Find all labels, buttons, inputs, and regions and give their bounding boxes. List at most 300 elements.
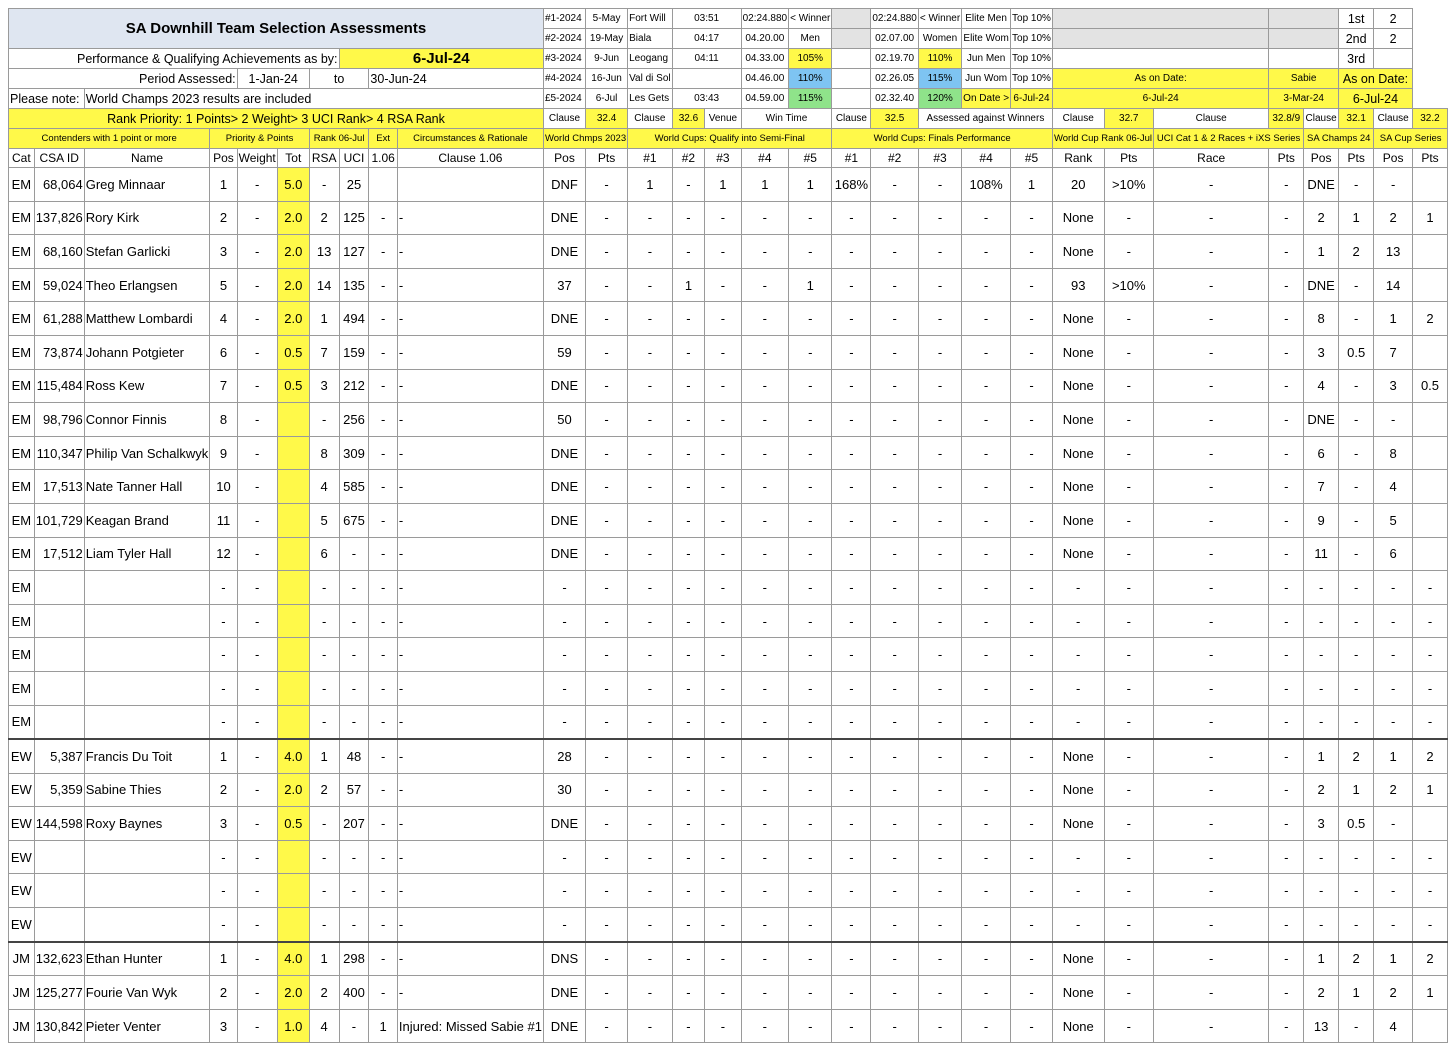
table-cell[interactable]: None bbox=[1052, 773, 1104, 807]
table-cell[interactable]: - bbox=[1339, 168, 1374, 202]
table-cell[interactable]: 1 bbox=[1374, 942, 1413, 976]
table-cell[interactable]: - bbox=[397, 537, 543, 571]
table-cell[interactable]: - bbox=[1154, 470, 1269, 504]
table-cell[interactable]: - bbox=[672, 638, 705, 672]
table-cell[interactable]: - bbox=[543, 874, 585, 908]
table-cell[interactable]: EM bbox=[9, 235, 35, 269]
table-cell[interactable]: - bbox=[339, 908, 369, 942]
table-cell[interactable]: - bbox=[1011, 369, 1053, 403]
table-cell[interactable]: 6 bbox=[1374, 537, 1413, 571]
table-cell[interactable]: - bbox=[369, 604, 397, 638]
table-cell[interactable]: Keagan Brand bbox=[84, 503, 210, 537]
table-row[interactable] bbox=[9, 807, 1448, 841]
table-cell[interactable]: - bbox=[210, 705, 237, 739]
table-cell[interactable]: - bbox=[1304, 571, 1339, 605]
table-cell[interactable]: - bbox=[832, 840, 871, 874]
table-cell[interactable]: - bbox=[1104, 638, 1154, 672]
table-cell[interactable]: - bbox=[918, 403, 961, 437]
table-cell[interactable]: - bbox=[789, 235, 832, 269]
table-cell[interactable]: - bbox=[918, 773, 961, 807]
table-row[interactable] bbox=[9, 335, 1448, 369]
table-cell[interactable]: - bbox=[1104, 470, 1154, 504]
table-cell[interactable]: - bbox=[832, 201, 871, 235]
table-cell[interactable]: 8 bbox=[1304, 302, 1339, 336]
column-header[interactable]: UCI bbox=[339, 149, 369, 168]
table-cell[interactable] bbox=[84, 874, 210, 908]
table-cell[interactable]: - bbox=[789, 874, 832, 908]
table-cell[interactable]: - bbox=[871, 739, 919, 773]
table-cell[interactable]: - bbox=[1104, 335, 1154, 369]
table-row[interactable] bbox=[9, 638, 1448, 672]
table-cell[interactable]: Sabine Thies bbox=[84, 773, 210, 807]
table-cell[interactable]: - bbox=[832, 571, 871, 605]
table-cell[interactable]: - bbox=[1412, 671, 1447, 705]
table-cell[interactable]: Stefan Garlicki bbox=[84, 235, 210, 269]
table-cell[interactable]: - bbox=[672, 874, 705, 908]
table-cell[interactable]: 2.0 bbox=[277, 235, 309, 269]
table-cell[interactable]: - bbox=[237, 874, 277, 908]
column-header[interactable]: Tot bbox=[277, 149, 309, 168]
table-cell[interactable]: 11 bbox=[210, 503, 237, 537]
table-cell[interactable]: 93 bbox=[1052, 268, 1104, 302]
table-cell[interactable]: - bbox=[705, 201, 741, 235]
table-cell[interactable]: - bbox=[369, 403, 397, 437]
table-cell[interactable]: - bbox=[397, 874, 543, 908]
table-cell[interactable]: - bbox=[789, 705, 832, 739]
table-cell[interactable]: 13 bbox=[1304, 1009, 1339, 1043]
table-cell[interactable]: - bbox=[672, 302, 705, 336]
table-cell[interactable]: - bbox=[672, 705, 705, 739]
table-cell[interactable]: - bbox=[1269, 335, 1304, 369]
column-header[interactable]: Pos bbox=[1304, 149, 1339, 168]
table-cell[interactable]: - bbox=[741, 976, 789, 1010]
table-cell[interactable]: 2.0 bbox=[277, 201, 309, 235]
table-cell[interactable]: - bbox=[962, 537, 1011, 571]
table-cell[interactable]: - bbox=[1339, 604, 1374, 638]
table-cell[interactable]: 10 bbox=[210, 470, 237, 504]
table-cell[interactable]: - bbox=[397, 976, 543, 1010]
table-cell[interactable]: - bbox=[1154, 436, 1269, 470]
table-cell[interactable]: - bbox=[918, 739, 961, 773]
table-cell[interactable]: - bbox=[397, 705, 543, 739]
table-cell[interactable]: - bbox=[1104, 235, 1154, 269]
table-row[interactable] bbox=[9, 840, 1448, 874]
column-header[interactable]: #2 bbox=[871, 149, 919, 168]
table-cell[interactable]: - bbox=[309, 874, 339, 908]
table-cell[interactable]: - bbox=[1104, 739, 1154, 773]
table-cell[interactable]: 1 bbox=[672, 268, 705, 302]
table-cell[interactable]: - bbox=[1154, 807, 1269, 841]
table-cell[interactable]: - bbox=[871, 908, 919, 942]
table-cell[interactable]: Francis Du Toit bbox=[84, 739, 210, 773]
table-cell[interactable]: 1 bbox=[309, 942, 339, 976]
table-row[interactable] bbox=[9, 908, 1448, 942]
table-cell[interactable]: 3 bbox=[1374, 369, 1413, 403]
table-cell[interactable]: - bbox=[1374, 671, 1413, 705]
table-cell[interactable]: - bbox=[705, 268, 741, 302]
table-cell[interactable]: - bbox=[1154, 908, 1269, 942]
table-cell[interactable]: - bbox=[628, 671, 673, 705]
table-cell[interactable]: - bbox=[1011, 503, 1053, 537]
table-row[interactable] bbox=[9, 571, 1448, 605]
table-cell[interactable]: 2 bbox=[309, 773, 339, 807]
table-cell[interactable]: 0.5 bbox=[1339, 807, 1374, 841]
table-cell[interactable]: - bbox=[1269, 638, 1304, 672]
table-cell[interactable]: - bbox=[628, 235, 673, 269]
table-cell[interactable]: - bbox=[237, 168, 277, 202]
table-cell[interactable]: 9 bbox=[210, 436, 237, 470]
table-cell[interactable]: - bbox=[741, 942, 789, 976]
table-cell[interactable]: 7 bbox=[210, 369, 237, 403]
table-cell[interactable]: 37 bbox=[543, 268, 585, 302]
table-cell[interactable]: EM bbox=[9, 537, 35, 571]
column-header[interactable]: Clause 1.06 bbox=[397, 149, 543, 168]
table-cell[interactable]: - bbox=[1269, 773, 1304, 807]
table-cell[interactable]: - bbox=[237, 840, 277, 874]
table-cell[interactable]: 2 bbox=[210, 976, 237, 1010]
table-cell[interactable]: - bbox=[1339, 671, 1374, 705]
table-cell[interactable]: - bbox=[1269, 874, 1304, 908]
table-cell[interactable]: 2 bbox=[1339, 235, 1374, 269]
table-cell[interactable]: - bbox=[369, 335, 397, 369]
table-cell[interactable]: - bbox=[672, 908, 705, 942]
table-cell[interactable]: 1 bbox=[210, 942, 237, 976]
table-cell[interactable]: - bbox=[309, 705, 339, 739]
table-cell[interactable]: - bbox=[586, 571, 628, 605]
table-cell[interactable]: - bbox=[237, 671, 277, 705]
table-cell[interactable]: - bbox=[237, 470, 277, 504]
table-cell[interactable]: - bbox=[1412, 874, 1447, 908]
table-cell[interactable]: 135 bbox=[339, 268, 369, 302]
table-cell[interactable]: - bbox=[741, 671, 789, 705]
table-cell[interactable]: - bbox=[871, 671, 919, 705]
table-cell[interactable]: - bbox=[1011, 268, 1053, 302]
table-cell[interactable]: None bbox=[1052, 369, 1104, 403]
table-cell[interactable]: - bbox=[1269, 571, 1304, 605]
table-cell[interactable]: - bbox=[628, 604, 673, 638]
table-cell[interactable]: 6 bbox=[210, 335, 237, 369]
table-cell[interactable]: - bbox=[397, 201, 543, 235]
table-cell[interactable]: - bbox=[1154, 1009, 1269, 1043]
table-cell[interactable]: - bbox=[741, 773, 789, 807]
table-cell[interactable]: - bbox=[672, 235, 705, 269]
table-cell[interactable]: 2 bbox=[1339, 739, 1374, 773]
table-cell[interactable]: >10% bbox=[1104, 168, 1154, 202]
table-cell[interactable]: - bbox=[962, 335, 1011, 369]
table-cell[interactable]: Greg Minnaar bbox=[84, 168, 210, 202]
table-cell[interactable]: - bbox=[1104, 942, 1154, 976]
table-cell[interactable]: Connor Finnis bbox=[84, 403, 210, 437]
column-header[interactable]: Rank bbox=[1052, 149, 1104, 168]
table-cell[interactable]: - bbox=[1374, 638, 1413, 672]
table-cell[interactable]: - bbox=[628, 773, 673, 807]
table-cell[interactable]: - bbox=[672, 571, 705, 605]
table-cell[interactable]: 2 bbox=[1339, 942, 1374, 976]
table-cell[interactable]: - bbox=[1374, 874, 1413, 908]
table-cell[interactable]: - bbox=[397, 773, 543, 807]
table-cell[interactable] bbox=[84, 671, 210, 705]
table-cell[interactable] bbox=[1412, 168, 1447, 202]
table-cell[interactable]: - bbox=[237, 571, 277, 605]
table-cell[interactable]: DNE bbox=[543, 537, 585, 571]
table-cell[interactable]: - bbox=[237, 369, 277, 403]
table-cell[interactable]: - bbox=[1052, 908, 1104, 942]
table-cell[interactable]: - bbox=[705, 537, 741, 571]
table-cell[interactable]: EM bbox=[9, 436, 35, 470]
table-cell[interactable]: - bbox=[832, 369, 871, 403]
table-cell[interactable]: - bbox=[1339, 571, 1374, 605]
table-cell[interactable]: - bbox=[369, 807, 397, 841]
table-cell[interactable]: 137,826 bbox=[34, 201, 84, 235]
table-cell[interactable] bbox=[1412, 436, 1447, 470]
table-cell[interactable]: None bbox=[1052, 470, 1104, 504]
table-cell[interactable]: - bbox=[628, 942, 673, 976]
table-cell[interactable]: 4 bbox=[309, 1009, 339, 1043]
table-cell[interactable]: - bbox=[339, 705, 369, 739]
table-cell[interactable]: - bbox=[1269, 840, 1304, 874]
table-cell[interactable]: - bbox=[210, 571, 237, 605]
table-cell[interactable] bbox=[84, 705, 210, 739]
table-cell[interactable]: - bbox=[705, 840, 741, 874]
table-cell[interactable]: - bbox=[832, 537, 871, 571]
table-cell[interactable]: Liam Tyler Hall bbox=[84, 537, 210, 571]
table-cell[interactable]: - bbox=[789, 302, 832, 336]
table-cell[interactable]: 675 bbox=[339, 503, 369, 537]
table-cell[interactable]: None bbox=[1052, 976, 1104, 1010]
table-cell[interactable]: 25 bbox=[339, 168, 369, 202]
table-cell[interactable]: - bbox=[1412, 705, 1447, 739]
table-cell[interactable]: - bbox=[1269, 604, 1304, 638]
table-cell[interactable]: EM bbox=[9, 403, 35, 437]
table-cell[interactable]: - bbox=[1011, 302, 1053, 336]
table-cell[interactable]: None bbox=[1052, 403, 1104, 437]
table-cell[interactable]: - bbox=[339, 537, 369, 571]
table-cell[interactable]: EW bbox=[9, 739, 35, 773]
table-cell[interactable]: 2 bbox=[1374, 201, 1413, 235]
table-cell[interactable]: - bbox=[1154, 235, 1269, 269]
table-cell[interactable]: Philip Van Schalkwyk bbox=[84, 436, 210, 470]
table-cell[interactable]: 73,874 bbox=[34, 335, 84, 369]
table-cell[interactable]: 110,347 bbox=[34, 436, 84, 470]
table-cell[interactable]: DNE bbox=[543, 470, 585, 504]
table-cell[interactable] bbox=[84, 908, 210, 942]
table-cell[interactable]: - bbox=[1011, 874, 1053, 908]
table-cell[interactable] bbox=[1412, 470, 1447, 504]
table-cell[interactable]: - bbox=[1269, 503, 1304, 537]
table-cell[interactable]: - bbox=[672, 671, 705, 705]
table-cell[interactable]: - bbox=[397, 436, 543, 470]
table-cell[interactable]: None bbox=[1052, 739, 1104, 773]
table-cell[interactable]: - bbox=[789, 503, 832, 537]
table-cell[interactable]: - bbox=[586, 840, 628, 874]
table-cell[interactable]: - bbox=[962, 470, 1011, 504]
table-cell[interactable]: - bbox=[1104, 671, 1154, 705]
table-cell[interactable]: - bbox=[1011, 773, 1053, 807]
table-cell[interactable]: - bbox=[586, 235, 628, 269]
table-cell[interactable]: - bbox=[741, 470, 789, 504]
table-cell[interactable]: - bbox=[1269, 976, 1304, 1010]
table-cell[interactable]: - bbox=[397, 503, 543, 537]
table-cell[interactable]: - bbox=[962, 908, 1011, 942]
table-cell[interactable]: - bbox=[705, 942, 741, 976]
table-cell[interactable]: - bbox=[962, 436, 1011, 470]
table-cell[interactable]: Johann Potgieter bbox=[84, 335, 210, 369]
table-cell[interactable]: 2.0 bbox=[277, 268, 309, 302]
table-row[interactable] bbox=[9, 874, 1448, 908]
table-cell[interactable] bbox=[277, 671, 309, 705]
table-cell[interactable]: - bbox=[918, 908, 961, 942]
table-cell[interactable]: - bbox=[1011, 537, 1053, 571]
table-cell[interactable]: 14 bbox=[1374, 268, 1413, 302]
table-cell[interactable]: - bbox=[237, 235, 277, 269]
table-cell[interactable]: - bbox=[1104, 705, 1154, 739]
table-cell[interactable]: - bbox=[741, 201, 789, 235]
table-cell[interactable]: - bbox=[397, 908, 543, 942]
table-cell[interactable]: - bbox=[1269, 942, 1304, 976]
table-cell[interactable]: - bbox=[586, 470, 628, 504]
table-cell[interactable]: - bbox=[962, 403, 1011, 437]
table-cell[interactable]: - bbox=[339, 840, 369, 874]
table-cell[interactable]: - bbox=[1269, 807, 1304, 841]
table-cell[interactable]: - bbox=[871, 976, 919, 1010]
table-cell[interactable]: - bbox=[705, 1009, 741, 1043]
table-cell[interactable]: - bbox=[789, 369, 832, 403]
table-cell[interactable]: 59 bbox=[543, 335, 585, 369]
table-cell[interactable]: - bbox=[369, 976, 397, 1010]
column-header[interactable]: Pts bbox=[1104, 149, 1154, 168]
table-cell[interactable]: - bbox=[1104, 773, 1154, 807]
table-cell[interactable]: - bbox=[237, 807, 277, 841]
table-cell[interactable]: - bbox=[628, 1009, 673, 1043]
table-cell[interactable]: - bbox=[237, 773, 277, 807]
table-cell[interactable]: Theo Erlangsen bbox=[84, 268, 210, 302]
table-cell[interactable] bbox=[34, 840, 84, 874]
table-cell[interactable]: 4 bbox=[1374, 1009, 1413, 1043]
table-cell[interactable]: - bbox=[1104, 571, 1154, 605]
table-cell[interactable]: - bbox=[962, 369, 1011, 403]
table-cell[interactable]: - bbox=[672, 201, 705, 235]
table-cell[interactable]: - bbox=[1104, 537, 1154, 571]
table-cell[interactable]: - bbox=[832, 503, 871, 537]
table-cell[interactable]: - bbox=[1011, 335, 1053, 369]
table-cell[interactable]: - bbox=[237, 268, 277, 302]
table-cell[interactable]: DNE bbox=[543, 1009, 585, 1043]
table-cell[interactable]: - bbox=[1154, 302, 1269, 336]
table-cell[interactable]: 20 bbox=[1052, 168, 1104, 202]
table-cell[interactable]: EM bbox=[9, 268, 35, 302]
table-cell[interactable]: - bbox=[1269, 671, 1304, 705]
table-cell[interactable]: - bbox=[705, 335, 741, 369]
table-cell[interactable]: 1 bbox=[210, 168, 237, 202]
table-cell[interactable]: - bbox=[672, 604, 705, 638]
table-cell[interactable]: - bbox=[237, 403, 277, 437]
table-cell[interactable]: - bbox=[1339, 268, 1374, 302]
table-cell[interactable]: 3 bbox=[210, 1009, 237, 1043]
table-cell[interactable]: EW bbox=[9, 773, 35, 807]
table-cell[interactable]: None bbox=[1052, 537, 1104, 571]
table-cell[interactable]: - bbox=[1011, 807, 1053, 841]
table-cell[interactable]: 494 bbox=[339, 302, 369, 336]
table-cell[interactable]: 132,623 bbox=[34, 942, 84, 976]
table-cell[interactable]: 7 bbox=[1304, 470, 1339, 504]
table-cell[interactable]: - bbox=[832, 739, 871, 773]
table-cell[interactable]: - bbox=[1011, 671, 1053, 705]
table-cell[interactable]: - bbox=[1052, 638, 1104, 672]
table-cell[interactable]: - bbox=[1269, 168, 1304, 202]
table-cell[interactable]: - bbox=[369, 571, 397, 605]
table-cell[interactable]: 108% bbox=[962, 168, 1011, 202]
table-cell[interactable]: - bbox=[1154, 571, 1269, 605]
table-cell[interactable]: - bbox=[1374, 807, 1413, 841]
table-cell[interactable]: 2 bbox=[309, 201, 339, 235]
table-cell[interactable]: - bbox=[543, 571, 585, 605]
table-cell[interactable]: - bbox=[672, 807, 705, 841]
column-header[interactable]: Pos bbox=[543, 149, 585, 168]
table-cell[interactable]: 3 bbox=[210, 807, 237, 841]
table-cell[interactable]: - bbox=[369, 470, 397, 504]
table-cell[interactable]: 13 bbox=[309, 235, 339, 269]
table-cell[interactable]: 4.0 bbox=[277, 739, 309, 773]
table-cell[interactable]: DNE bbox=[543, 503, 585, 537]
table-cell[interactable]: 48 bbox=[339, 739, 369, 773]
table-cell[interactable]: - bbox=[1304, 638, 1339, 672]
table-cell[interactable]: - bbox=[237, 503, 277, 537]
table-cell[interactable]: - bbox=[586, 201, 628, 235]
table-cell[interactable]: - bbox=[543, 908, 585, 942]
table-cell[interactable] bbox=[277, 705, 309, 739]
column-header[interactable]: Pos bbox=[210, 149, 237, 168]
table-cell[interactable]: - bbox=[309, 571, 339, 605]
table-cell[interactable]: - bbox=[586, 874, 628, 908]
table-cell[interactable] bbox=[1412, 335, 1447, 369]
table-cell[interactable]: - bbox=[918, 369, 961, 403]
table-cell[interactable]: 3 bbox=[1304, 335, 1339, 369]
table-cell[interactable]: - bbox=[741, 369, 789, 403]
table-cell[interactable]: 0.5 bbox=[277, 369, 309, 403]
table-cell[interactable]: 68,064 bbox=[34, 168, 84, 202]
column-header[interactable]: Cat bbox=[9, 149, 35, 168]
table-cell[interactable]: DNF bbox=[543, 168, 585, 202]
table-cell[interactable]: - bbox=[339, 638, 369, 672]
table-cell[interactable]: 17,513 bbox=[34, 470, 84, 504]
table-cell[interactable]: 1 bbox=[1304, 739, 1339, 773]
table-cell[interactable] bbox=[277, 470, 309, 504]
table-cell[interactable]: - bbox=[918, 201, 961, 235]
table-cell[interactable]: - bbox=[871, 571, 919, 605]
table-cell[interactable]: - bbox=[309, 168, 339, 202]
table-cell[interactable]: - bbox=[741, 1009, 789, 1043]
table-cell[interactable]: - bbox=[832, 436, 871, 470]
table-cell[interactable]: 5,359 bbox=[34, 773, 84, 807]
table-cell[interactable]: - bbox=[741, 503, 789, 537]
column-header[interactable]: Weight bbox=[237, 149, 277, 168]
table-cell[interactable]: - bbox=[1154, 671, 1269, 705]
table-cell[interactable]: - bbox=[918, 604, 961, 638]
column-header[interactable]: #5 bbox=[789, 149, 832, 168]
table-cell[interactable]: - bbox=[1154, 503, 1269, 537]
table-cell[interactable]: - bbox=[832, 403, 871, 437]
table-cell[interactable]: - bbox=[397, 604, 543, 638]
table-cell[interactable]: - bbox=[705, 369, 741, 403]
table-cell[interactable]: - bbox=[237, 942, 277, 976]
table-cell[interactable]: - bbox=[789, 739, 832, 773]
table-cell[interactable]: - bbox=[741, 840, 789, 874]
table-cell[interactable]: - bbox=[1011, 403, 1053, 437]
table-cell[interactable]: 1 bbox=[1339, 201, 1374, 235]
table-cell[interactable]: - bbox=[1104, 908, 1154, 942]
table-cell[interactable]: - bbox=[1339, 705, 1374, 739]
table-row[interactable] bbox=[9, 403, 1448, 437]
